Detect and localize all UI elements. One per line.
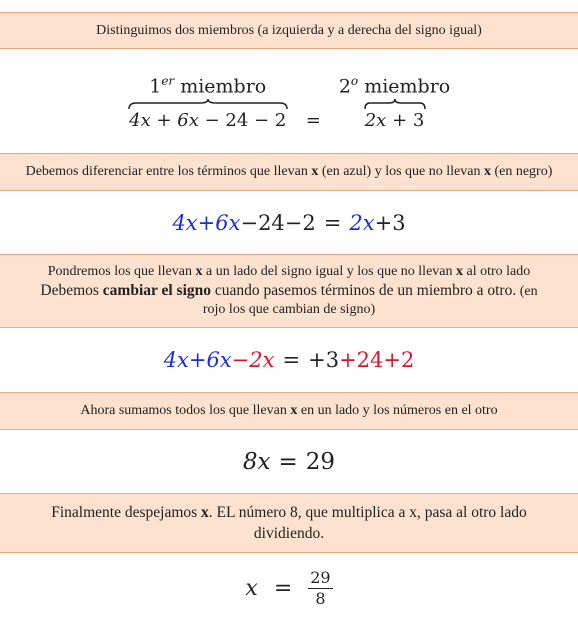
instruction-line-2: Debemos cambiar el signo cuando pasemos términos de un miembro a otro. (en (40, 282, 538, 299)
equals-sign: = (323, 210, 342, 235)
solution-equation (0, 553, 578, 623)
instruction-line-1: Finalmente despejamos x. EL número 8, que multiplica a x, pasa al otro lado (51, 504, 527, 521)
term: +2 (383, 348, 415, 372)
instruction-band-1 (0, 12, 578, 49)
equals-sign: = (273, 575, 293, 601)
equals-sign: = (282, 348, 301, 372)
equals-sign: = (305, 110, 321, 132)
colored-equation (0, 191, 578, 254)
numerator: 29 (310, 567, 331, 587)
instruction-text: Debemos diferenciar entre los términos que llevan x (en azul) y los que no llevan x (en negro) (25, 164, 553, 179)
instruction-text: Ahora sumamos todos los que llevan x en un lado y los números en el otro (80, 403, 498, 418)
solution-variable: x (245, 575, 258, 601)
instruction-band-3 (0, 254, 578, 328)
term: −2 (284, 210, 316, 235)
term: +24 (339, 348, 384, 372)
instruction-line-3: rojo los que cambian de signo) (202, 302, 376, 317)
first-member-label: 1er miembro (149, 73, 267, 98)
term: +3 (374, 210, 406, 235)
overbrace-icon (128, 98, 288, 110)
instruction-band-2 (0, 153, 578, 191)
term: 4x (172, 210, 198, 235)
equals-sign: = (278, 448, 298, 475)
result-right: 29 (305, 448, 336, 475)
instruction-band-4 (0, 392, 578, 430)
first-member-expression: 4x + 6x − 24 − 2 (129, 110, 287, 132)
instruction-line-2: dividiendo. (253, 525, 325, 542)
term: 2x (349, 210, 375, 235)
instruction-text: Distinguimos dos miembros (a izquierda y a derecha del signo igual) (96, 22, 482, 38)
result-left: 8x (242, 448, 271, 475)
term: +6x (188, 348, 232, 372)
term: 4x (163, 348, 189, 372)
term: +6x (197, 210, 241, 235)
second-member-expression: 2x + 3 (364, 110, 425, 132)
instruction-line-1: Pondremos los que llevan x a un lado del signo igual y los que no llevan x al otro lado (47, 264, 531, 279)
term: −24 (240, 210, 285, 235)
instruction-band-5 (0, 493, 578, 553)
overbrace-icon (364, 98, 426, 110)
term: −2x (231, 348, 275, 372)
term: +3 (308, 348, 340, 372)
second-member (339, 70, 450, 132)
summed-equation (0, 430, 578, 493)
second-member-label: 2$^o$ miembro (338, 73, 451, 98)
denominator: 8 (315, 588, 326, 608)
members-equation (0, 49, 578, 153)
transposed-equation (0, 328, 578, 392)
fraction (308, 569, 332, 608)
first-member (128, 70, 288, 132)
